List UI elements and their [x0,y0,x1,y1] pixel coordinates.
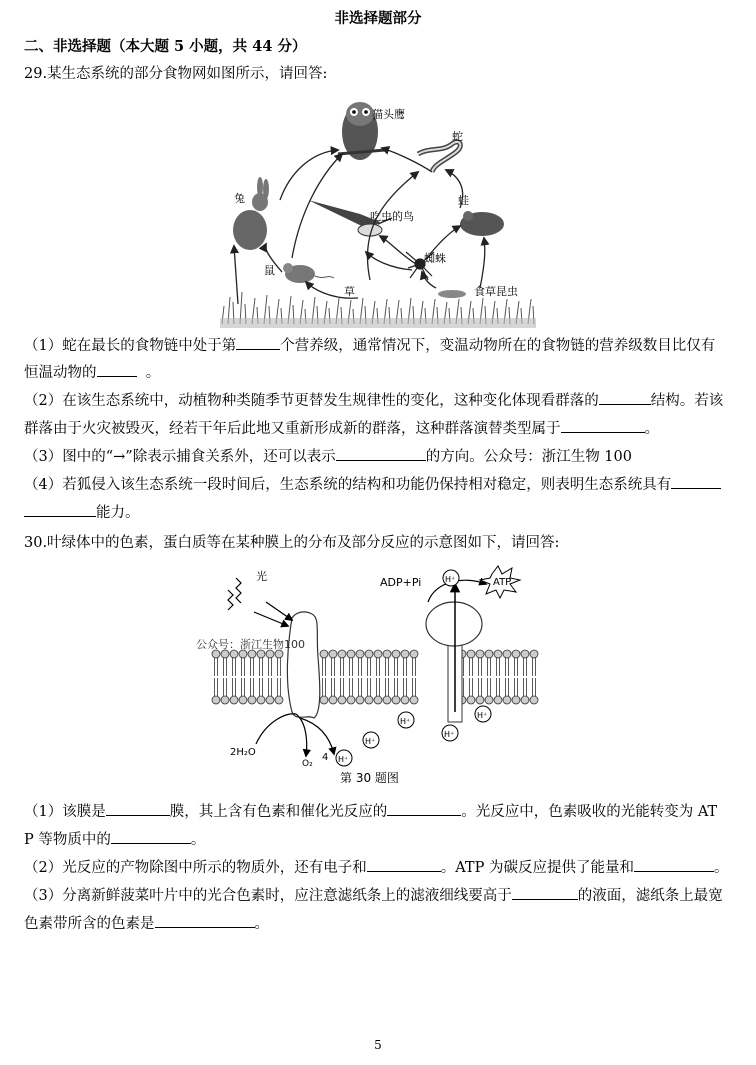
owl-label: 猫头鹰 [372,108,405,121]
q30-blank-2 [387,801,461,816]
q29-blank-5 [336,446,426,461]
part-heading: 二、非选择题（本大题 5 小题，共 44 分） [24,38,307,55]
frog-label: 蛙 [458,194,469,207]
q29-p2-line2: 群落由于火灾被毁灭，经若干年后此地又重新形成新的群落，这种群落演替类型属于 。 [24,418,659,440]
section-title: 非选择题部分 [334,10,422,27]
water-splitting-arrows [256,714,334,756]
q30-blank-5 [634,857,714,872]
atp-label: ATP [493,577,512,588]
bird-label: 吃虫的鸟 [370,210,414,223]
q30-blank-6 [512,885,578,900]
q29-p1-line1: （1）蛇在最长的食物链中处于第 个营养级，通常情况下，变温动物所在的食物链的营养级数目比仅有 [24,335,715,357]
q29-p3: （3）图中的“→”除表示捕食关系外，还可以表示 的方向。公众号：浙江生物 100 [24,446,632,468]
q29-blank-2 [97,362,137,377]
hplus-5 [336,750,352,766]
figure-caption: 第 30 题图 [340,771,399,785]
herb-insect-label: 食草昆虫 [474,285,518,298]
water-label: 2H₂O [230,747,256,758]
four-label: 4 [322,752,329,763]
q30-p3-line1: （3）分离新鲜菠菜叶片中的光合色素时，应注意滤纸条上的滤液细线要高于 的液面，滤纸条上最宽 [24,885,723,907]
q29-blank-6a [671,474,721,489]
q29-p4-line2: 能力。 [24,502,140,524]
hplus-1 [398,712,414,728]
hplus-3 [363,732,379,748]
hplus-5-label: H⁺ [338,755,349,764]
hplus-2 [475,706,491,722]
q30-p2: （2）光反应的产物除图中所示的物质外，还有电子和 。ATP 为碳反应提供了能量和 。 [24,857,728,879]
q30-p1-line1: （1）该膜是 膜，其上含有色素和催化光反应的 。光反应中，色素吸收的光能转变为 AT [24,801,717,823]
oxygen-label: O₂ [302,759,313,769]
thylakoid-membrane-figure [196,562,546,790]
q30-blank-7 [155,913,255,928]
rabbit-label: 兔 [234,192,245,205]
herb-insect-drawing [438,290,466,298]
q29-blank-3 [599,390,651,405]
hplus-4 [442,725,458,741]
watermark: 公众号：浙江生物100 [196,638,305,651]
hplus-top [443,570,459,586]
q29-blank-1 [236,335,280,350]
q30-p1-line2: P 等物质中的 。 [24,829,205,851]
grass-label: 草 [344,285,355,298]
spider-label: 蜘蛛 [424,252,446,265]
q30-blank-1 [106,801,170,816]
membrane-bilayer [212,650,538,704]
light-label: 光 [256,570,267,583]
q30-blank-4 [367,857,441,872]
q30-p3-line2: 色素带所含的色素是 。 [24,913,269,935]
q29-blank-6b [24,502,96,517]
hplus-1-label: H⁺ [400,717,411,726]
q30-blank-3 [111,829,191,844]
q29-p1-line2: 恒温动物的 。 [24,362,160,384]
q29-blank-4 [561,418,645,433]
snake-label: 蛇 [452,130,463,143]
q29-p4-line1: （4）若狐侵入该生态系统一段时间后，生态系统的结构和功能仍保持相对稳定，则表明生态系统具有 [24,474,721,496]
photosystem-protein [287,612,319,718]
page-number: 5 [374,1038,382,1052]
light-arrows [228,578,292,626]
hplus-3-label: H⁺ [365,737,376,746]
hplus-4-label: H⁺ [444,730,455,739]
q29-intro: 29.某生态系统的部分食物网如图所示，请回答: [24,66,328,82]
mouse-label: 鼠 [264,264,275,277]
hplus-top-label: H⁺ [445,575,456,584]
q30-intro: 30.叶绿体中的色素，蛋白质等在某种膜上的分布及部分反应的示意图如下，请回答: [24,535,560,551]
adp-label: ADP+Pi [380,576,422,589]
hplus-2-label: H⁺ [477,711,488,720]
q29-p2-line1: （2）在该生态系统中，动植物种类随季节更替发生规律性的变化，这种变化体现看群落的 结构。若该 [24,390,723,412]
food-web-figure [220,92,536,328]
